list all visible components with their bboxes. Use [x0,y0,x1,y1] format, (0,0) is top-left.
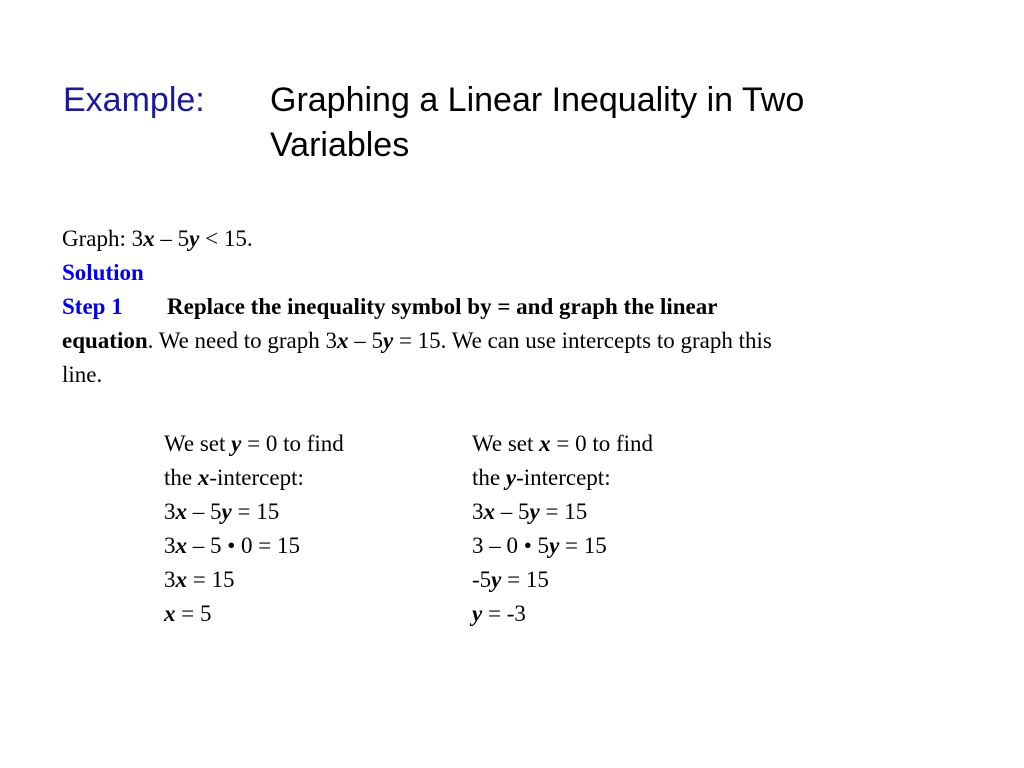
right-line-6: y = -3 [472,601,526,626]
left-line-6: x = 5 [164,601,212,626]
left-line-2: the x-intercept: [164,465,304,490]
left-line-1: We set y = 0 to find [164,431,344,456]
step-1-text-b: – 5 [348,328,383,353]
right-line-5: -5y = 15 [472,567,549,592]
title-text: Graphing a Linear Inequality in Two Variables [270,81,805,164]
right-line-3: 3x – 5y = 15 [472,499,588,524]
step-1-bold-a: Replace the inequality symbol by = and graph the linear [167,294,718,319]
right-line-2: the y-intercept: [472,465,611,490]
var-y: y [382,328,394,353]
step-1-label: Step 1 [62,294,123,319]
y-intercept-column [472,427,772,631]
left-line-4: 3x – 5 • 0 = 15 [164,533,301,558]
x-intercept-column [164,427,454,631]
solution-heading: Solution [62,260,144,285]
title-label: Example: [63,81,205,119]
slide-body [62,222,962,392]
step-1-text-a: . We need to graph 3 [147,328,337,353]
graph-statement [62,222,962,256]
step-1-bold-b: equation [62,328,148,353]
graph-mid: – 5 [154,226,190,251]
left-line-3: 3x – 5y = 15 [164,499,280,524]
left-line-5: 3x = 15 [164,567,235,592]
var-x: x [143,226,155,251]
var-y: y [189,226,200,251]
right-line-4: 3 – 0 • 5y = 15 [472,533,607,558]
step-1-text-c: = 15. We can use intercepts to graph this [393,328,772,353]
graph-prefix: Graph: 3 [62,226,144,251]
step-1-text-d: line. [62,362,103,387]
graph-suffix: < 15. [199,226,253,251]
var-x: x [336,328,349,353]
step-1-paragraph [62,290,962,392]
right-line-1: We set x = 0 to find [472,431,654,456]
